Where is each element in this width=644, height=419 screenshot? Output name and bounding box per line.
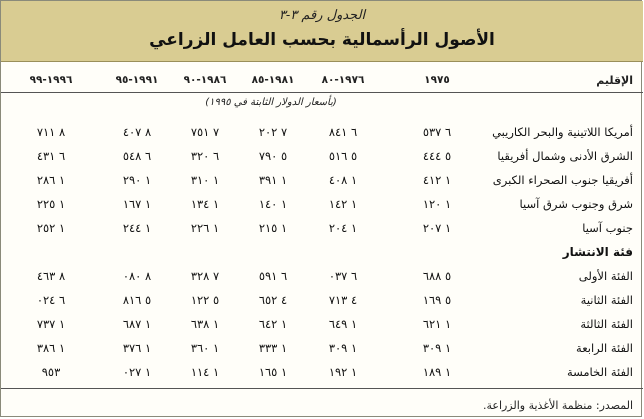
table-cell: ٥ ٥١٦ bbox=[328, 149, 358, 163]
row-label: الفئة الثالثة bbox=[580, 317, 633, 331]
table-cell: ٧ ٣٢٨ bbox=[190, 269, 220, 283]
table-cell: ٤ ٧١٣ bbox=[328, 293, 358, 307]
table-cell: ١ ١٣٤ bbox=[190, 197, 220, 211]
footer-divider bbox=[1, 388, 643, 389]
table-cell: ٦ ٤٣١ bbox=[36, 149, 66, 163]
row-label: جنوب آسيا bbox=[582, 221, 633, 235]
table-cell: ١ ٣٩١ bbox=[258, 173, 288, 187]
table-cell: ١ ٣٣٣ bbox=[258, 341, 288, 355]
row-label: أفريقيا جنوب الصحراء الكبرى bbox=[492, 173, 633, 187]
table-cell: ٥ ٤٤٤ bbox=[422, 149, 452, 163]
row-label: شرق وجنوب شرق آسيا bbox=[519, 197, 633, 211]
table-cell: ١ ٦٨٧ bbox=[122, 317, 152, 331]
table-cell: ١ ٢٠٤ bbox=[328, 221, 358, 235]
table-cell: ٥ ٦٨٨ bbox=[422, 269, 452, 283]
col-header-1975: ١٩٧٥ bbox=[424, 74, 450, 86]
table-cell: ١ ٠٢٧ bbox=[122, 365, 152, 379]
category-section-header: فئة الانتشار bbox=[562, 245, 633, 259]
table-cell: ٦ ٥٣٧ bbox=[422, 125, 452, 139]
table-cell: ٦ ٥٤٨ bbox=[122, 149, 152, 163]
table-cell: ١ ١٤٢ bbox=[328, 197, 358, 211]
row-label: الفئة الأولى bbox=[578, 269, 633, 283]
table-cell: ١ ٤٠٨ bbox=[328, 173, 358, 187]
col-header-1981-85: ١٩٨١-٨٥ bbox=[251, 74, 295, 86]
table-cell: ٦ ٥٩١ bbox=[258, 269, 288, 283]
table-cell: ١ ٣٦٠ bbox=[190, 341, 220, 355]
col-header-1976-80: ١٩٧٦-٨٠ bbox=[321, 74, 365, 86]
table-cell: ٥ ٨١٦ bbox=[122, 293, 152, 307]
table-cell: ٨ ٤٦٣ bbox=[36, 269, 66, 283]
currency-note: (بأسعار الدولار الثابتة في ١٩٩٥) bbox=[205, 97, 337, 108]
table-title: الأصول الرأسمالية بحسب العامل الزراعي bbox=[149, 30, 495, 50]
table-cell: ٦ ٠٢٤ bbox=[36, 293, 66, 307]
table-cell: ١ ٢٨٦ bbox=[36, 173, 66, 187]
table-cell: ١ ٢٠٧ bbox=[422, 221, 452, 235]
table-cell: ١ ٦٤٢ bbox=[258, 317, 288, 331]
table-cell: ٥ ٧٩٠ bbox=[258, 149, 288, 163]
row-label: أمريكا اللاتينية والبحر الكاريبي bbox=[492, 125, 633, 139]
table-cell: ٨ ٠٨٠ bbox=[122, 269, 152, 283]
row-label: الشرق الأدنى وشمال أفريقيا bbox=[497, 149, 633, 163]
table-cell: ١ ١٦٥ bbox=[258, 365, 288, 379]
table-cell: ١ ٤١٢ bbox=[422, 173, 452, 187]
table-cell: ٦ ٣٢٠ bbox=[190, 149, 220, 163]
table-cell: ١ ٢٥٢ bbox=[36, 221, 66, 235]
table-cell: ١ ٧٣٧ bbox=[36, 317, 66, 331]
table-cell: ١ ١٨٩ bbox=[422, 365, 452, 379]
table-header-band bbox=[1, 1, 643, 62]
table-cell: ١ ٢١٥ bbox=[258, 221, 288, 235]
table-cell: ٦ ٠٣٧ bbox=[328, 269, 358, 283]
row-label: الفئة الثانية bbox=[580, 293, 633, 307]
table-cell: ١ ١٤٠ bbox=[258, 197, 288, 211]
table-cell: ٤ ٦٥٢ bbox=[258, 293, 288, 307]
header-divider bbox=[1, 92, 643, 93]
table-cell: ١ ١٢٠ bbox=[422, 197, 452, 211]
col-header-1991-95: ١٩٩١-٩٥ bbox=[115, 74, 159, 86]
row-label: الفئة الرابعة bbox=[576, 341, 633, 355]
table-cell: ١ ١١٤ bbox=[190, 365, 220, 379]
table-cell: ٧ ٧٥١ bbox=[190, 125, 220, 139]
table-cell: ٨ ٧١١ bbox=[36, 125, 66, 139]
table-cell: ١ ٦٣٨ bbox=[190, 317, 220, 331]
table-number: الجدول رقم ٣-٣ bbox=[278, 8, 366, 23]
region-column-header: الإقليم bbox=[596, 74, 633, 87]
source-note: المصدر: منظمة الأغذية والزراعة. bbox=[482, 399, 633, 412]
table-cell: ١ ١٦٧ bbox=[122, 197, 152, 211]
table-cell: ١ ٣٧٦ bbox=[122, 341, 152, 355]
table-cell: ١ ٣١٠ bbox=[190, 173, 220, 187]
table-cell: ١ ٣٠٩ bbox=[328, 341, 358, 355]
table-cell: ٩٥٣ bbox=[41, 365, 61, 379]
table-cell: ١ ٢٢٥ bbox=[36, 197, 66, 211]
table-cell: ١ ٦٢١ bbox=[422, 317, 452, 331]
table-cell: ٧ ٢٠٢ bbox=[258, 125, 288, 139]
table-cell: ١ ٣٠٩ bbox=[422, 341, 452, 355]
table-cell: ٥ ١٢٢ bbox=[190, 293, 220, 307]
table-cell: ٦ ٨٤١ bbox=[328, 125, 358, 139]
table-cell: ٨ ٤٠٧ bbox=[122, 125, 152, 139]
row-label: الفئة الخامسة bbox=[566, 365, 633, 379]
table-cell: ٥ ١٦٩ bbox=[422, 293, 452, 307]
table-cell: ١ ٢٤٤ bbox=[122, 221, 152, 235]
table-cell: ١ ٣٨٦ bbox=[36, 341, 66, 355]
col-header-1996-99: ١٩٩٦-٩٩ bbox=[29, 74, 73, 86]
table-cell: ١ ٦٤٩ bbox=[328, 317, 358, 331]
table-cell: ١ ٢٢٦ bbox=[190, 221, 220, 235]
table-cell: ١ ١٩٢ bbox=[328, 365, 358, 379]
table-cell: ١ ٢٩٠ bbox=[122, 173, 152, 187]
col-header-1986-90: ١٩٨٦-٩٠ bbox=[183, 74, 227, 86]
